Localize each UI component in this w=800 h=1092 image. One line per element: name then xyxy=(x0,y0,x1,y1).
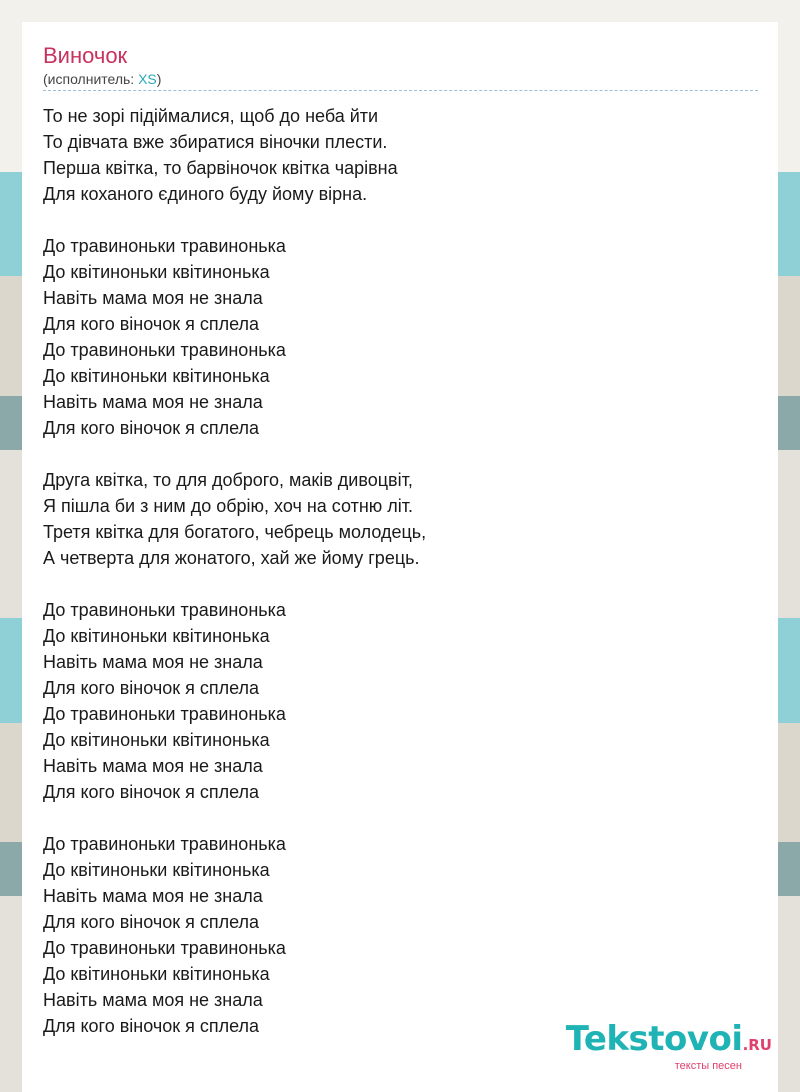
brand-name-text: Tekstovoi xyxy=(565,1019,743,1059)
brand-tld: .RU xyxy=(742,1036,772,1054)
lyric-line: До квітиноньки квітинонька xyxy=(43,626,270,646)
lyric-line: До квітиноньки квітинонька xyxy=(43,860,270,880)
lyric-line: Для кого віночок я сплела xyxy=(43,1016,260,1036)
lyrics-stanza xyxy=(43,103,758,207)
lyric-line: Для кого віночок я сплела xyxy=(43,782,260,802)
lyric-line: Для кого віночок я сплела xyxy=(43,912,260,932)
lyric-line: До травиноньки травинонька xyxy=(43,600,286,620)
lyric-line: Навіть мама моя не знала xyxy=(43,756,263,776)
lyric-line: Я пішла би з ним до обрію, хоч на сотню літ. xyxy=(43,496,414,516)
lyric-line: Для кого віночок я сплела xyxy=(43,314,260,334)
lyric-line: До травиноньки травинонька xyxy=(43,704,286,724)
lyrics-stanza xyxy=(43,467,758,571)
lyric-line: Навіть мама моя не знала xyxy=(43,652,263,672)
lyric-line: Навіть мама моя не знала xyxy=(43,990,263,1010)
lyric-line: Третя квітка для богатого, чебрець молодець, xyxy=(43,522,427,542)
lyric-line: А четверта для жонатого, хай же йому грець. xyxy=(43,548,420,568)
lyric-line: Для кого віночок я сплела xyxy=(43,678,260,698)
lyrics-stanza xyxy=(43,831,758,1039)
lyric-line: До травиноньки травинонька xyxy=(43,938,286,958)
lyric-line: То дівчата вже збиратися віночки плести. xyxy=(43,132,388,152)
brand-name xyxy=(566,1021,772,1063)
brand-logo[interactable] xyxy=(566,1021,772,1072)
lyric-line: Навіть мама моя не знала xyxy=(43,392,263,412)
lyric-line: Навіть мама моя не знала xyxy=(43,288,263,308)
lyric-line: До травиноньки травинонька xyxy=(43,236,286,256)
brand-tagline: тексты песен xyxy=(674,1060,742,1072)
lyric-line: Перша квітка, то барвіночок квітка чарівна xyxy=(43,158,398,178)
lyrics-stanza xyxy=(43,597,758,805)
artist-line xyxy=(43,70,758,91)
lyric-line: Друга квітка, то для доброго, маків дивоцвіт, xyxy=(43,470,413,490)
lyric-line: До квітиноньки квітинонька xyxy=(43,262,270,282)
lyrics-body xyxy=(43,103,758,1039)
artist-suffix: ) xyxy=(156,71,162,87)
lyrics-card xyxy=(22,22,778,1092)
artist-link[interactable]: XS xyxy=(138,71,157,87)
lyric-line: Для кого віночок я сплела xyxy=(43,418,260,438)
lyric-line: Навіть мама моя не знала xyxy=(43,886,263,906)
song-title: Виночок xyxy=(43,43,128,68)
lyric-line: До квітиноньки квітинонька xyxy=(43,730,270,750)
lyric-line: До квітиноньки квітинонька xyxy=(43,366,270,386)
lyrics-stanza xyxy=(43,233,758,441)
lyric-line: То не зорі підіймалися, щоб до неба йти xyxy=(43,106,379,126)
lyric-line: До квітиноньки квітинонька xyxy=(43,964,270,984)
artist-prefix: (исполнитель: xyxy=(43,71,139,87)
lyric-line: До травиноньки травинонька xyxy=(43,340,286,360)
lyric-line: До травиноньки травинонька xyxy=(43,834,286,854)
lyric-line: Для коханого єдиного буду йому вірна. xyxy=(43,184,368,204)
